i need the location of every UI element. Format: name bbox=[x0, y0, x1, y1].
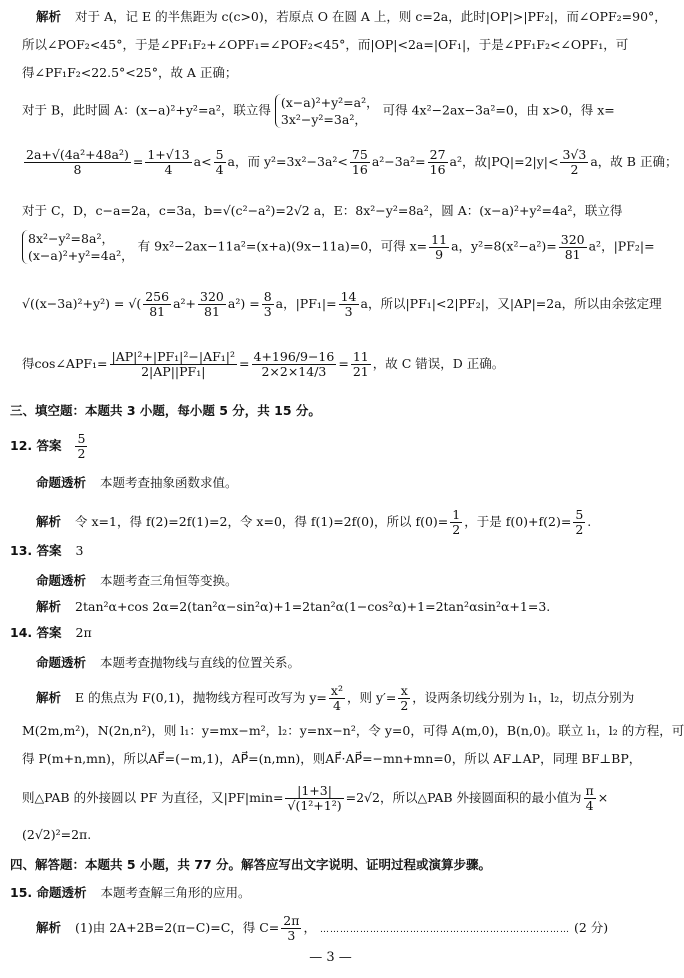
page-number: — 3 — bbox=[309, 950, 352, 965]
section-heading-3: 三、填空题：本题共 3 小题，每小题 5 分，共 15 分。 bbox=[10, 403, 321, 418]
answer-12: 12. 答案 $\frac{5}{2}$ bbox=[10, 431, 86, 461]
para-cd-line1: 对于 C，D，c−a=2a，c=3a，b=√(c²−a²)=2√2 a，E：8x²−y²=8a²，圆 A：(x−a)²+y²=4a²，联立得 bbox=[22, 203, 623, 218]
q13-solution: 解析 2tan²α+cos 2α=2(tan²α−sin²α)+1=2tan²α(1−cos²α)+1=2tan²αsin²α+1=3. bbox=[36, 599, 551, 614]
equation-system-b: (x−a)²+y²=a²， 3x²−y²=3a²， bbox=[275, 94, 379, 128]
q12-intent: 命题透析 本题考查抽象函数求值。 bbox=[36, 475, 238, 490]
q15-intent: 15. 命题透析 本题考查解三角形的应用。 bbox=[10, 885, 251, 900]
answer-14: 14. 答案 2π bbox=[10, 625, 92, 640]
para-cd-line4: 得cos∠APF₁= $\frac{\text{|AP|²+|PF₁|²−|AF₁|²}}{\text{2|AP||PF₁|}}$ = $\frac{4+196/9-16}{2\times 2\times 14/3}$ = $\frac{11}{21}$ ，故 C 错误，D 正确。 bbox=[22, 349, 505, 379]
para-a-line1: 解析 对于 A，记 E 的半焦距为 c(c>0)，若原点 O 在圆 A 上，则 c=2a，此时|OP|>|PF₂|，而∠OPF₂=90°， bbox=[36, 9, 667, 24]
q15-solution-line1: 解析 (1)由 2A+2B=2(π−C)=C，得 C= $\frac{2\pi}{3}$ ， ………………………………………………………………… (2 分) bbox=[36, 913, 609, 943]
answer-13: 13. 答案 3 bbox=[10, 543, 84, 558]
para-cd-line2: 8x²−y²=8a²， (x−a)²+y²=4a²， 有 9x²−2ax−11a²=(x+a)(9x−11a)=0，可得 x= $\frac{11}{9}$ a，y²=8(x²−a²)= $\frac{320}{81}$ a²，|PF₂|= bbox=[22, 230, 639, 264]
q13-intent: 命题透析 本题考查三角恒等变换。 bbox=[36, 573, 238, 588]
q14-solution-line1: 解析 E 的焦点为 F(0,1)，抛物线方程可改写为 y= $\frac{\text{x²}}{4}$ ，则 y′= $\frac{x}{2}$ ，设两条切线分别为 l₁，l₂，切点分别为 bbox=[36, 683, 635, 713]
para-cd-line3: √((x−3a)²+y²) = √( $\frac{256}{81}$ a²+ $\frac{320}{81}$ a²) = $\frac{8}{3}$ a，|PF₁|= $\frac{14}{3}$ a，所以|PF₁|<2|PF₂|，又|AP|=2a，所以由余弦定理 bbox=[22, 289, 662, 319]
equation-system-cd: 8x²−y²=8a²， (x−a)²+y²=4a²， bbox=[22, 230, 134, 264]
section-heading-4: 四、解答题：本题共 5 小题，共 77 分。解答应写出文字说明、证明过程或演算步骤。 bbox=[10, 857, 492, 872]
q14-intent: 命题透析 本题考查抛物线与直线的位置关系。 bbox=[36, 655, 301, 670]
para-b-line1: 对于 B，此时圆 A：(x−a)²+y²=a²，联立得 (x−a)²+y²=a²， 3x²−y²=3a²， 可得 4x²−2ax−3a²=0，由 x>0，得 x= bbox=[22, 95, 615, 127]
q14-solution-line3: 得 P(m+n,mn)，所以AF⃗=(−m,1)，AP⃗=(n,mn)，则AF⃗·AP⃗=−mn+mn=0，所以 AF⊥AP，同理 BF⊥BP， bbox=[22, 751, 642, 766]
q14-solution-line5: (2√2)²=2π. bbox=[22, 827, 92, 842]
q14-solution-line2: M(2m,m²)，N(2n,n²)，则 l₁：y=mx−m²，l₂：y=nx−n²，令 y=0，可得 A(m,0)，B(n,0)。联立 l₁，l₂ 的方程，可 bbox=[22, 723, 684, 738]
para-a-line2: 所以∠POF₂<45°，于是∠PF₁F₂+∠OPF₁=∠POF₂<45°，而|OP|<2a=|OF₁|，于是∠PF₁F₂<∠OPF₁，可 bbox=[22, 37, 629, 52]
para-a-line3: 得∠PF₁F₂<22.5°<25°，故 A 正确； bbox=[22, 65, 238, 80]
para-b-line2: $\frac{\text{2a+√(4a²+48a²)}}{8}$ = $\frac{1+√13}{4}$ a< $\frac{5}{4}$ a，而 y²=3x²−3a²< $\frac{75}{16}$ a²−3a²= $\frac{27}{16}$ a²，故|PQ|=2|y|< $\frac{3√3}{2}$ a，故 B 正确； bbox=[26, 147, 678, 177]
q12-solution: 解析 令 x=1，得 f(2)=2f(1)=2，令 x=0，得 f(1)=2f(0)，所以 f(0)= $\frac{1}{2}$ ，于是 f(0)+f(2)= $\frac{5}{2}$ . bbox=[36, 507, 592, 537]
q14-solution-line4: 则△PAB 的外接圆以 PF 为直径，又|PF|min= $\frac{|1+3|}{\text{√(1²+1²)}}$ =2√2，所以△PAB 外接圆面积的最小值为 $\frac{\pi}{4}$ × bbox=[22, 783, 609, 813]
